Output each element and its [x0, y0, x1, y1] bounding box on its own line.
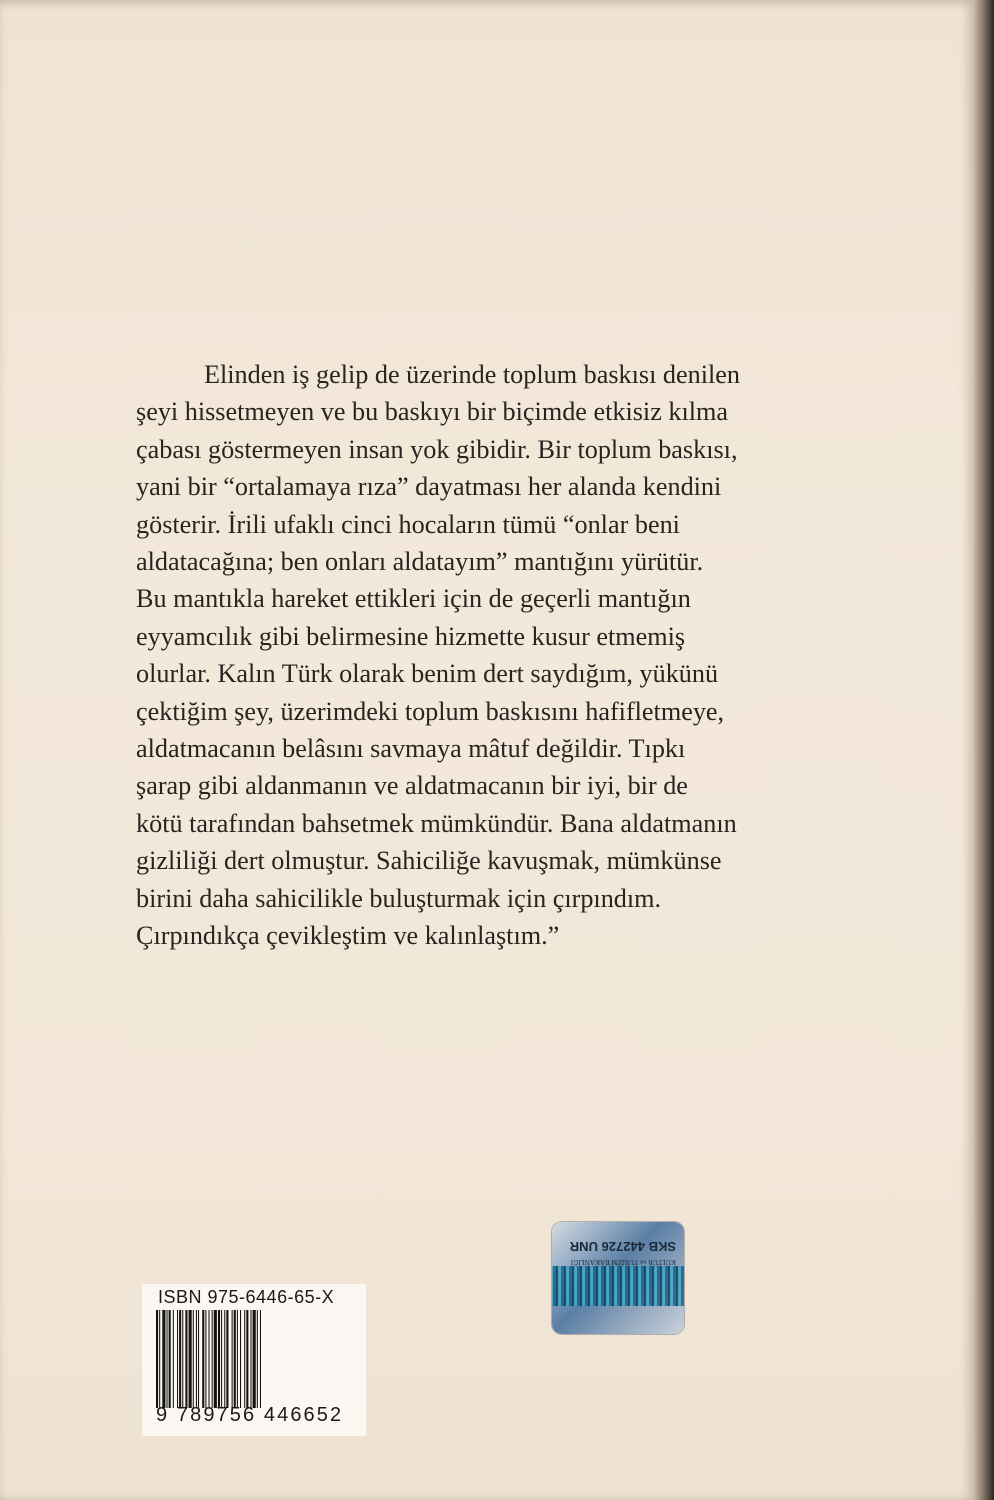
blurb-line: gösterir. İrili ufaklı cinci hocaların tümü “onlar beni [136, 509, 680, 539]
hologram-issuer: KÜLTÜR ve TURİZM BAKANLIĞI [570, 1258, 676, 1266]
back-cover-blurb [136, 356, 858, 955]
blurb-line: çektiğim şey, üzerimdeki toplum baskısını hafifletmeye, [136, 696, 725, 726]
blurb-line: şeyi hissetmeyen ve bu baskıyı bir biçimde etkisiz kılma [136, 397, 729, 427]
hologram-pattern [552, 1266, 684, 1306]
blurb-line: olurlar. Kalın Türk olarak benim dert saydığım, yükünü [136, 659, 719, 689]
cover-edge [974, 0, 994, 1500]
blurb-line: kötü tarafından bahsetmek mümkündür. Bana aldatmanın [136, 808, 737, 838]
ministry-hologram-sticker [552, 1222, 684, 1334]
blurb-line: yani bir “ortalamaya rıza” dayatması her alanda kendini [136, 472, 722, 502]
hologram-code: SKB 442726 UNR [569, 1239, 676, 1254]
blurb-line: aldatmacanın belâsını savmaya mâtuf değildir. Tıpkı [136, 734, 686, 764]
barcode-icon [154, 1310, 358, 1408]
blurb-line: Elinden iş gelip de üzerinde toplum baskısı denilen [204, 360, 740, 389]
blurb-line: Bu mantıkla hareket ettikleri için de geçerli mantığın [136, 584, 691, 614]
blurb-line: şarap gibi aldanmanın ve aldatmacanın bir iyi, bir de [136, 771, 688, 801]
blurb-line: birini daha sahicilikle buluşturmak için çırpındım. [136, 883, 662, 913]
blurb-line: Çırpındıkça çevikleştim ve kalınlaştım.” [136, 921, 560, 951]
blurb-line: çabası göstermeyen insan yok gibidir. Bir toplum baskısı, [136, 434, 738, 464]
blurb-line: aldatacağına; ben onları aldatayım” mantığını yürütür. [136, 547, 704, 577]
blurb-line: gizliliği dert olmuştur. Sahiciliğe kavuşmak, mümkünse [136, 846, 722, 876]
isbn-barcode-block [142, 1284, 366, 1436]
barcode-digits: 9 789756 446652 [156, 1404, 344, 1426]
blurb-line: eyyamcılık gibi belirmesine hizmette kusur etmemiş [136, 621, 686, 651]
isbn-label: ISBN 975-6446-65-X [158, 1287, 335, 1307]
